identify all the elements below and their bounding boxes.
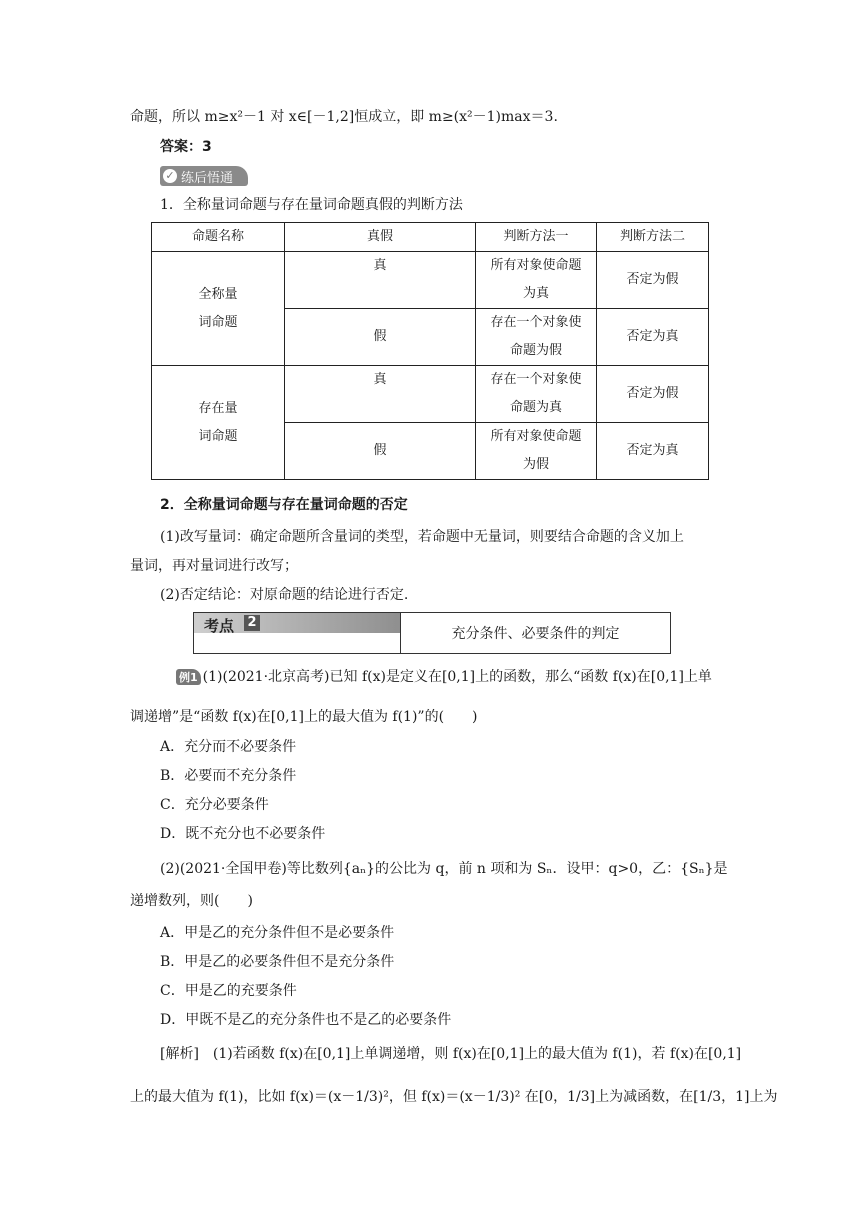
intro-line: 命题，所以 m≥x²－1 对 x∈[－1,2]恒成立，即 m≥(x²－1)max＝3. [130, 109, 558, 125]
example-question-line: 调递增”是“函数 f(x)在[0,1]上的最大值为 f(1)”的( ) [130, 709, 478, 725]
section-2-title: 2．全称量词命题与存在量词命题的否定 [160, 497, 408, 513]
solution-text: 上为减函数，在 [595, 1089, 694, 1105]
practice-badge [160, 166, 248, 186]
option-c: C．甲是乙的充要条件 [160, 983, 297, 999]
option-b: B．必要而不充分条件 [160, 768, 297, 784]
method1-line: 存在一个对象使 [490, 372, 582, 387]
check-icon: ✓ [163, 169, 177, 183]
kaodian-title: 充分条件、必要条件的判定 [451, 626, 620, 642]
method1-line: 命题为假 [509, 343, 562, 358]
question-text: (1)(2021·北京高考)已知 f(x)是定义在[0,1]上的函数，那么“函数 f(x)在[0,1]上单 [202, 669, 712, 685]
truth-method-table [151, 222, 709, 480]
method2-cell: 否定为真 [597, 309, 709, 366]
interval: [0，1/3] [538, 1089, 596, 1105]
example-question-line: (2)(2021·全国甲卷)等比数列{aₙ}的公比为 q，前 n 项和为 Sₙ．设甲：q>0，乙：{Sₙ}是 [160, 861, 728, 877]
group-name-cell [152, 252, 285, 366]
group-name-line: 词命题 [198, 314, 238, 330]
method1-cell [476, 309, 597, 366]
solution-line: [解析] (1)若函数 f(x)在[0,1]上单调递增，则 f(x)在[0,1]上的最大值为 f(1)，若 f(x)在[0,1] [160, 1046, 742, 1062]
solution-formula: (x－1/3)²，但 f(x)＝ [327, 1089, 460, 1105]
solution-formula: (x－1/3)² 在 [459, 1089, 539, 1105]
badge-label: 练后悟通 [181, 170, 234, 186]
method1-line: 为假 [522, 457, 549, 472]
example-tag: 例1 [176, 669, 201, 685]
table-row [152, 252, 709, 309]
answer-line: 答案：3 [160, 139, 212, 155]
table-header: 判断方法一 [476, 223, 597, 252]
method1-line: 命题为真 [509, 400, 562, 415]
paragraph-line: 量词，再对量词进行改写； [130, 558, 298, 574]
solution-line [130, 1086, 778, 1106]
section-1-title: 1．全称量词命题与存在量词命题真假的判断方法 [160, 197, 463, 213]
table-header: 命题名称 [152, 223, 285, 252]
method1-line: 所有对象使命题 [490, 429, 582, 444]
group-name-cell [152, 366, 285, 480]
interval: [1/3，1] [693, 1089, 750, 1105]
method1-cell [476, 423, 597, 480]
truth-cell: 真 [285, 366, 476, 423]
option-c: C．充分必要条件 [160, 797, 269, 813]
option-a: A．充分而不必要条件 [160, 739, 297, 755]
truth-cell: 假 [285, 309, 476, 366]
option-b: B．甲是乙的必要条件但不是充分条件 [160, 954, 395, 970]
kaodian-box [193, 612, 671, 654]
paragraph-line: (1)改写量词：确定命题所含量词的类型，若命题中无量词，则要结合命题的含义加上 [160, 529, 684, 545]
option-d: D．甲既不是乙的充分条件也不是乙的必要条件 [160, 1012, 452, 1028]
method2-cell: 否定为假 [597, 252, 709, 309]
example-question-line [176, 666, 712, 686]
option-a: A．甲是乙的充分条件但不是必要条件 [160, 925, 395, 941]
method1-line: 为真 [522, 286, 549, 301]
truth-cell: 真 [285, 252, 476, 309]
group-name-line: 词命题 [198, 428, 238, 444]
kaodian-label: 考点 [204, 617, 235, 635]
solution-text: 上为 [749, 1089, 778, 1105]
method2-cell: 否定为假 [597, 366, 709, 423]
method1-cell [476, 366, 597, 423]
kaodian-label-area [194, 613, 401, 653]
method2-cell: 否定为真 [597, 423, 709, 480]
table-header: 真假 [285, 223, 476, 252]
group-name-line: 存在量 [198, 400, 238, 416]
option-d: D．既不充分也不必要条件 [160, 826, 326, 842]
example-question-line: 递增数列，则( ) [130, 893, 253, 909]
method1-line: 所有对象使命题 [490, 258, 582, 273]
kaodian-number: 2 [244, 615, 260, 631]
table-header: 判断方法二 [597, 223, 709, 252]
paragraph-line: (2)否定结论：对原命题的结论进行否定. [160, 587, 409, 603]
table-row [152, 366, 709, 423]
table-header-row [152, 223, 709, 252]
truth-cell: 假 [285, 423, 476, 480]
method1-cell [476, 252, 597, 309]
group-name-line: 全称量 [198, 286, 238, 302]
solution-text: 上的最大值为 f(1)，比如 f(x)＝ [130, 1089, 328, 1105]
method1-line: 存在一个对象使 [490, 315, 582, 330]
